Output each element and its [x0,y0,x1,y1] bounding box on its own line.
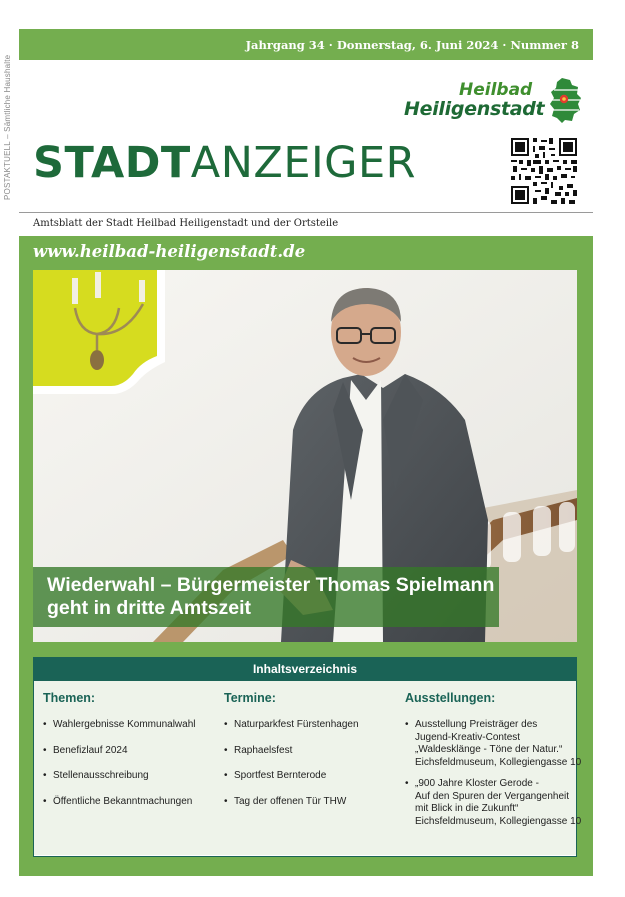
toc-item-line: • „900 Jahre Kloster Gerode - [415,778,539,789]
toc-item[interactable] [224,796,359,809]
issue-info-bar [19,29,593,60]
toc-item-line: Eichsfeldmuseum, Kollegiengasse 10 [415,756,582,768]
toc-item-line: • Sportfest Bernterode [234,770,327,781]
toc-item-line: • Naturparkfest Fürstenhagen [234,719,359,730]
city-logo [404,76,584,126]
masthead-light: ANZEIGER [190,138,417,188]
toc-item-line: • Tag der offenen Tür THW [234,795,347,807]
headline-line-2: geht in dritte Amtszeit [47,597,252,619]
toc-item-line: • Ausstellung Preisträger des [415,719,538,730]
toc-item-line: • Raphaelsfest [234,744,293,756]
website-url[interactable]: www.heilbad-heiligenstadt.de [33,242,306,261]
toc-item-list [224,719,359,821]
toc-item-line: Auf den Spuren der Vergangenheit [415,790,570,802]
toc-item[interactable] [43,719,195,732]
qr-code [511,138,577,204]
toc-item[interactable] [224,745,359,758]
toc-item[interactable] [405,719,581,769]
toc-column-heading: Ausstellungen: [405,691,496,705]
toc-item[interactable] [43,796,195,809]
toc-item-line: • Wahlergebnisse Kommunalwahl [53,719,196,730]
issue-info: Jahrgang 34 · Donnerstag, 6. Juni 2024 · Nummer 8 [245,37,579,52]
side-note: POSTAKTUELL – Sämtliche Haushalte [3,54,12,200]
thuringia-map-icon [548,76,582,124]
toc-body [34,681,582,855]
toc-item-line: „Waldesklänge - Töne der Natur.“ [415,744,563,755]
toc-title: Inhaltsverzeichnis [34,658,576,681]
logo-line-2: Heiligenstadt [404,98,545,120]
header-rule [19,212,593,213]
toc-item-line: • Stellenausschreibung [53,770,149,781]
toc-item-line: mit Blick in die Zukunft“ [415,803,519,814]
toc-item-line: Eichsfeldmuseum, Kollegiengasse 10 [415,815,582,827]
toc-item[interactable] [43,770,195,783]
logo-line-1: Heilbad [459,80,533,100]
toc-item-line: • Benefizlauf 2024 [53,744,128,756]
toc-item-list [43,719,195,821]
toc-item[interactable] [224,719,359,732]
headline-banner [33,567,499,627]
toc-item-line: Jugend-Kreativ-Contest [415,731,521,743]
toc-item[interactable] [43,745,195,758]
toc-column-heading: Themen: [43,691,96,705]
toc-column-heading: Termine: [224,691,276,705]
masthead-bold: STADT [33,138,191,188]
headline-line-1: Wiederwahl – Bürgermeister Thomas Spielmann [47,574,495,596]
masthead-title [33,138,417,188]
table-of-contents [33,657,582,857]
toc-item[interactable] [405,778,581,828]
toc-item-list [405,719,581,837]
toc-item[interactable] [224,770,359,783]
publication-subtitle: Amtsblatt der Stadt Heilbad Heiligenstadt und der Ortsteile [33,218,339,229]
toc-item-line: • Öffentliche Bekanntmachungen [53,795,193,807]
